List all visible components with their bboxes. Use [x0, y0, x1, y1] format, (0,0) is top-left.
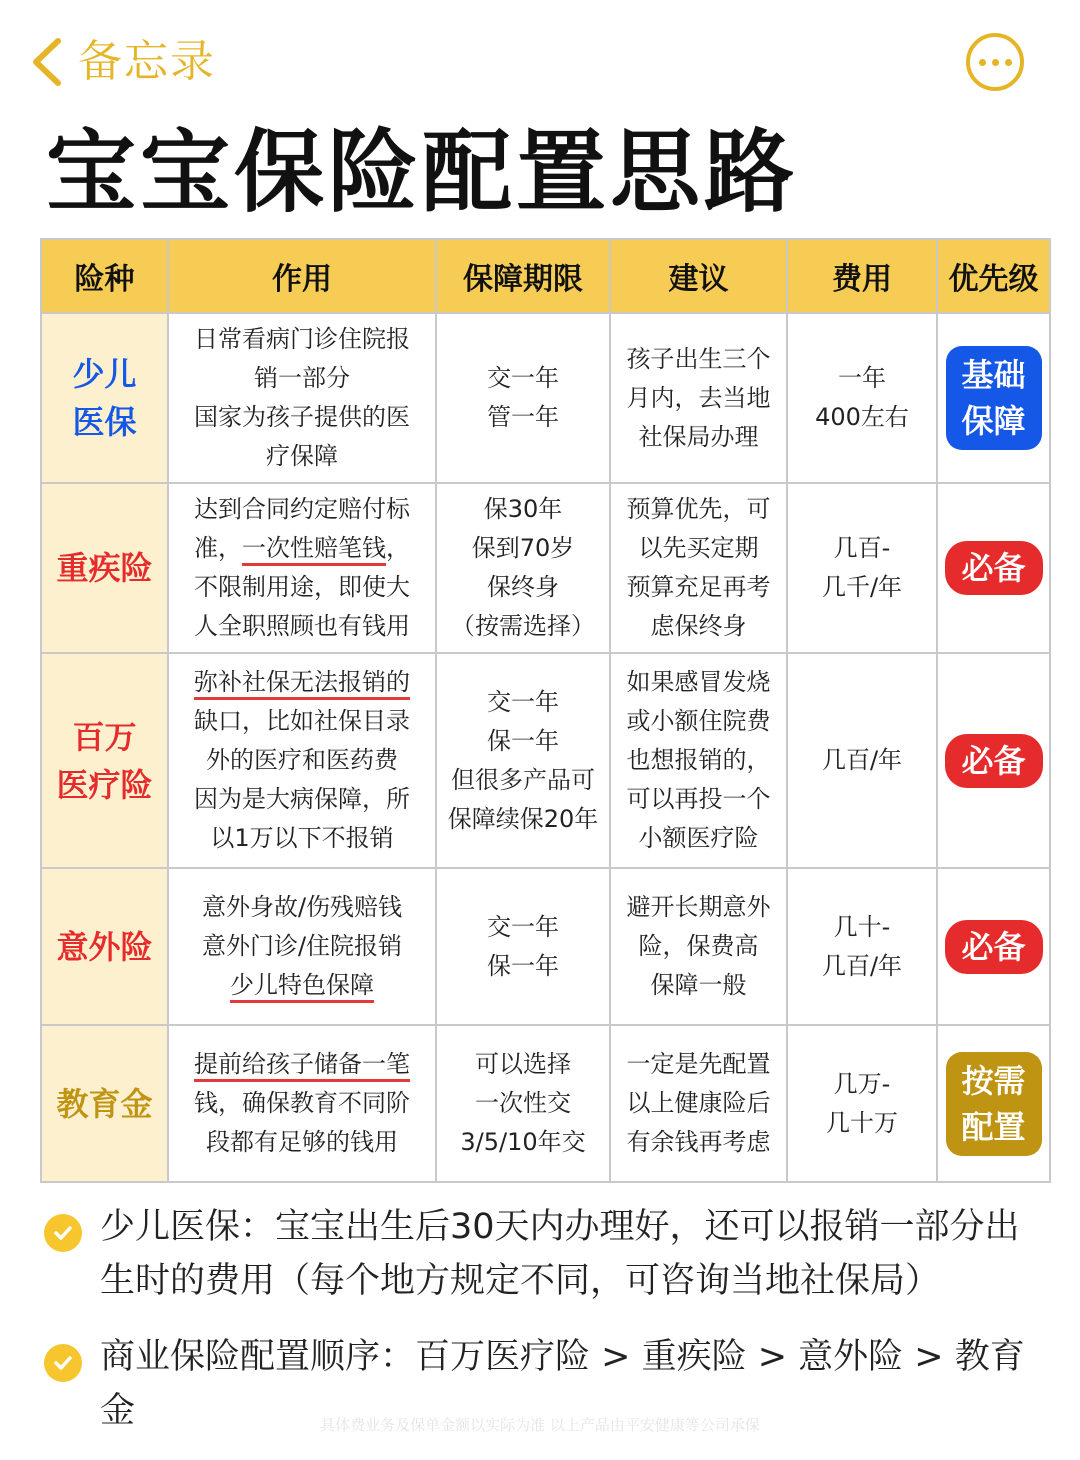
period-cell — [436, 313, 610, 483]
period-line: 保障续保20年 — [447, 804, 599, 833]
advice-cell — [610, 653, 787, 868]
effect-fragment: 准， — [194, 534, 242, 562]
advice-line: 如果感冒发烧 — [626, 668, 771, 696]
effect-line — [179, 529, 425, 568]
period-line: 保30年 — [483, 495, 563, 523]
cost-line: 几十万 — [826, 1108, 898, 1137]
table-row — [41, 653, 1050, 868]
period-line: （按需选择） — [451, 612, 595, 640]
cost-line: 几十- — [833, 912, 891, 941]
period-cell — [436, 868, 610, 1025]
priority-badge-required: 必备 — [945, 541, 1043, 595]
type-cell — [41, 1025, 168, 1182]
effect-fragment: ， — [386, 534, 410, 562]
effect-highlight: 弥补社保无法报销的 — [194, 668, 410, 696]
period-line: 3/5/10年交 — [460, 1128, 586, 1156]
header-cell-priority: 优先级 — [937, 239, 1050, 313]
priority-badge-required: 必备 — [945, 734, 1043, 788]
effect-line: 以1万以下不报销 — [210, 824, 394, 852]
note-text: 商业保险配置顺序：百万医疗险 > 重疾险 > 意外险 > 教育金 — [100, 1337, 1025, 1431]
effect-line: 不限制用途，即使大 — [194, 573, 410, 601]
effect-highlight: 提前给孩子储备一笔 — [194, 1050, 410, 1078]
table-row — [41, 1025, 1050, 1182]
effect-line: 钱，确保教育不同阶 — [194, 1089, 410, 1117]
effect-line — [179, 1045, 425, 1084]
type-cell — [41, 868, 168, 1025]
advice-line: 预算充足再考 — [626, 573, 771, 601]
effect-line: 外的医疗和医药费 — [206, 746, 398, 774]
period-line: 保一年 — [487, 951, 559, 980]
cost-line: 几百/年 — [821, 746, 903, 774]
table-row — [41, 868, 1050, 1025]
effect-line: 销一部分 — [254, 364, 350, 392]
advice-line: 避开长期意外 — [626, 893, 771, 921]
period-cell — [436, 653, 610, 868]
type-line: 意外险 — [56, 927, 153, 966]
header-cell-cost: 费用 — [787, 239, 937, 313]
period-line: 交一年 — [487, 687, 559, 716]
cost-cell — [787, 1025, 937, 1182]
cost-cell — [787, 483, 937, 653]
check-circle-icon — [44, 1344, 82, 1382]
priority-badge-required: 必备 — [945, 920, 1043, 974]
period-cell — [436, 1025, 610, 1182]
type-cell — [41, 653, 168, 868]
badge-line: 保障 — [961, 402, 1026, 440]
check-circle-icon — [44, 1214, 82, 1252]
effect-line: 达到合同约定赔付标 — [194, 495, 410, 523]
cost-line: 一年 — [838, 364, 886, 392]
effect-line: 人全职照顾也有钱用 — [194, 612, 410, 640]
period-line: 交一年 — [487, 912, 559, 941]
advice-line: 孩子出生三个 — [626, 344, 771, 373]
header-cell-effect: 作用 — [168, 239, 436, 313]
type-line: 少儿 — [72, 355, 137, 393]
header-cell-type: 险种 — [41, 239, 168, 313]
effect-cell — [168, 1025, 436, 1182]
cost-line: 几万- — [833, 1069, 891, 1098]
type-line: 医疗险 — [56, 765, 153, 804]
period-line: 可以选择 — [475, 1050, 571, 1078]
advice-line: 以上健康险后 — [626, 1089, 771, 1117]
header-cell-advice: 建议 — [610, 239, 787, 313]
advice-line: 月内，去当地 — [626, 383, 771, 412]
advice-line: 虑保终身 — [650, 612, 747, 640]
advice-line: 一定是先配置 — [626, 1050, 771, 1078]
badge-line: 配置 — [961, 1107, 1026, 1146]
advice-cell — [610, 483, 787, 653]
priority-badge-basic — [946, 346, 1042, 450]
effect-line: 因为是大病保障，所 — [194, 785, 410, 813]
effect-line: 意外门诊/住院报销 — [201, 932, 403, 960]
period-line: 保终身 — [487, 573, 559, 601]
period-line: 一次性交 — [475, 1089, 571, 1117]
effect-line: 疗保障 — [266, 442, 338, 470]
type-line: 教育金 — [56, 1084, 153, 1123]
cost-line: 几百- — [833, 534, 891, 562]
advice-line: 预算优先，可 — [626, 495, 771, 523]
more-button[interactable] — [966, 33, 1024, 91]
effect-line: 日常看病门诊住院报 — [194, 325, 410, 353]
effect-line: 意外身故/伤残赔钱 — [201, 893, 403, 921]
advice-line: 保障一般 — [650, 971, 747, 999]
effect-cell — [168, 868, 436, 1025]
type-cell — [41, 483, 168, 653]
effect-line: 段都有足够的钱用 — [206, 1128, 398, 1156]
priority-cell — [937, 868, 1050, 1025]
cost-cell — [787, 868, 937, 1025]
cost-line: 400左右 — [815, 403, 909, 431]
table-row — [41, 313, 1050, 483]
type-line: 医保 — [72, 403, 137, 441]
advice-cell — [610, 1025, 787, 1182]
page-title: 宝宝保险配置思路 — [46, 120, 798, 225]
effect-cell — [168, 653, 436, 868]
type-cell — [41, 313, 168, 483]
cost-line: 几百/年 — [821, 951, 903, 980]
period-line: 保到70岁 — [471, 534, 575, 562]
effect-line — [179, 663, 425, 702]
type-line: 重疾险 — [56, 549, 153, 587]
priority-badge-optional — [946, 1052, 1042, 1156]
priority-cell — [937, 483, 1050, 653]
priority-cell — [937, 653, 1050, 868]
advice-line: 险，保费高 — [638, 932, 759, 960]
table-row — [41, 483, 1050, 653]
effect-cell — [168, 483, 436, 653]
advice-cell — [610, 868, 787, 1025]
type-line: 百万 — [72, 717, 137, 756]
advice-cell — [610, 313, 787, 483]
advice-line: 以先买定期 — [638, 534, 759, 562]
chevron-left-icon — [28, 35, 64, 89]
effect-cell — [168, 313, 436, 483]
badge-line: 基础 — [961, 356, 1026, 394]
header-cell-period: 保障期限 — [436, 239, 610, 313]
cost-cell — [787, 313, 937, 483]
note-item — [44, 1200, 1034, 1308]
advice-line: 可以再投一个 — [626, 785, 771, 813]
back-button[interactable] — [28, 32, 216, 92]
top-bar — [0, 0, 1080, 120]
period-line: 保一年 — [487, 726, 559, 755]
advice-line: 社保局办理 — [638, 422, 759, 451]
cost-cell — [787, 653, 937, 868]
effect-highlight: 少儿特色保障 — [230, 971, 374, 999]
note-text: 少儿医保：宝宝出生后30天内办理好，还可以报销一部分出生时的费用（每个地方规定不同，可咨询当地社保局） — [100, 1207, 1020, 1301]
more-dots-icon — [979, 59, 1012, 66]
footer-disclaimer: 具体费业务及保单金额以实际为准 以上产品由平安健康等公司承保 — [320, 1416, 760, 1434]
priority-cell — [937, 313, 1050, 483]
effect-line: 缺口，比如社保目录 — [194, 707, 410, 735]
insurance-table — [40, 238, 1051, 1183]
advice-line: 有余钱再考虑 — [626, 1128, 771, 1156]
advice-line: 也想报销的， — [626, 746, 771, 774]
effect-line: 国家为孩子提供的医 — [194, 403, 410, 431]
advice-line: 小额医疗险 — [638, 824, 759, 852]
period-line: 但很多产品可 — [451, 765, 595, 794]
table-header-row — [41, 239, 1050, 313]
effect-line — [179, 966, 425, 1005]
period-line: 交一年 — [487, 364, 559, 392]
effect-highlight: 一次性赔笔钱 — [242, 534, 386, 562]
period-cell — [436, 483, 610, 653]
priority-cell — [937, 1025, 1050, 1182]
badge-line: 按需 — [961, 1061, 1026, 1100]
back-label: 备忘录 — [78, 36, 216, 87]
cost-line: 几千/年 — [821, 573, 903, 601]
period-line: 管一年 — [487, 403, 559, 431]
advice-line: 或小额住院费 — [626, 707, 771, 735]
